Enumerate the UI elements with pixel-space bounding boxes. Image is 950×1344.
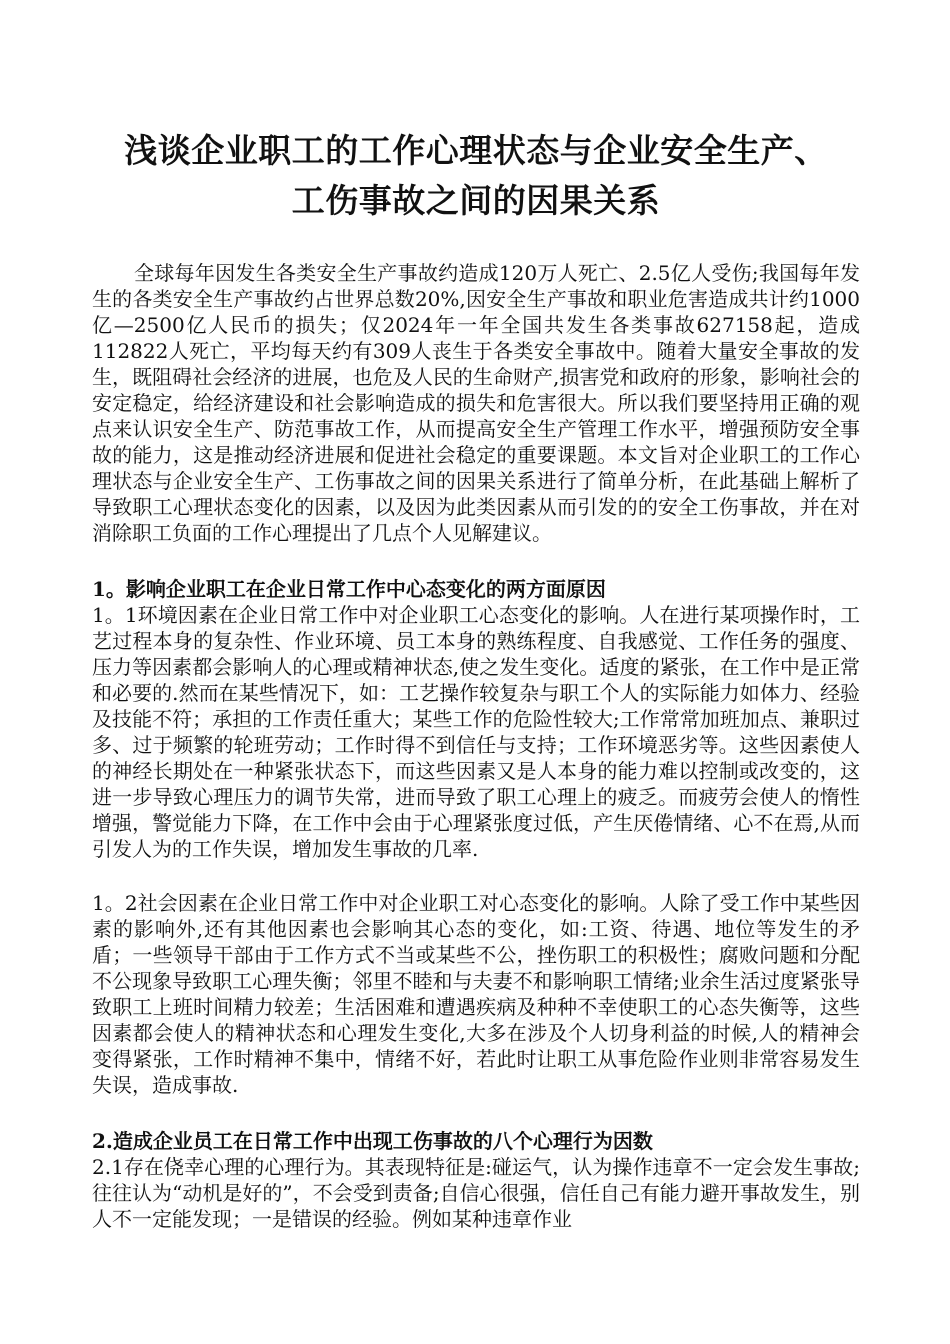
document-title	[92, 126, 860, 226]
title-line-1: 浅谈企业职工的工作心理状态与企业安全生产、	[124, 131, 828, 170]
section-2-heading: 2.造成企业员工在日常工作中出现工伤事故的八个心理行为因数	[92, 1129, 653, 1153]
section-1-2-paragraph: 1。2社会因素在企业日常工作中对企业职工对心态变化的影响。人除了受工作中某些因素的影响外,还有其他因素也会影响其心态的变化，如:工资、待遇、地位等发生的矛盾；一些领导干部由于工作方式不当或某些不公，挫伤职工的积极性；腐败问题和分配不公现象导致职工心理失衡；邻里不睦和与夫妻不和影响职工情绪;业余生活过度紧张导致职工上班时间精力较差；生活困难和遭遇疾病及种种不幸使职工的心态失衡等，这些因素都会使人的精神状态和心理发生变化,大多在涉及个人切身利益的时候,人的精神会变得紧张，工作时精神不集中，情绪不好，若此时让职工从事危险作业则非常容易发生失误，造成事故.	[92, 891, 860, 1097]
title-line-2: 工伤事故之间的因果关系	[291, 181, 661, 220]
intro-paragraph: 全球每年因发生各类安全生产事故约造成120万人死亡、2.5亿人受伤;我国每年发生的各类安全生产事故约占世界总数20%,因安全生产事故和职业危害造成共计约1000亿—2500亿人民币的损失；仅2024年一年全国共发生各类事故627158起，造成112822人死亡，平均每天约有309人丧生于各类安全事故中。随着大量安全事故的发生，既阻碍社会经济的进展，也危及人民的生命财产,损害党和政府的形象，影响社会的安定稳定，给经济建设和社会影响造成的损失和危害很大。所以我们要坚持用正确的观点来认识安全生产、防范事故工作，从而提高安全生产管理工作水平，增强预防安全事故的能力，这是推动经济进展和促进社会稳定的重要课题。本文旨对企业职工的工作心理状态与企业安全生产、工伤事故之间的因果关系进行了简单分析，在此基础上解析了导致职工心理状态变化的因素，以及因为此类因素从而引发的的安全工伤事故，并在对消除职工负面的工作心理提出了几点个人见解建议。	[92, 261, 860, 545]
section-1-1-paragraph: 1。1环境因素在企业日常工作中对企业职工心态变化的影响。人在进行某项操作时，工艺过程本身的复杂性、作业环境、员工本身的熟练程度、自我感觉、工作任务的强度、压力等因素都会影响人的心理或精神状态,使之发生变化。适度的紧张，在工作中是正常和必要的.然而在某些情况下，如：工艺操作较复杂与职工个人的实际能力如体力、经验及技能不符；承担的工作责任重大；某些工作的危险性较大;工作常常加班加点、兼职过多、过于频繁的轮班劳动；工作时得不到信任与支持；工作环境恶劣等。这些因素使人的神经长期处在一种紧张状态下，而这些因素又是人本身的能力难以控制或改变的，这进一步导致心理压力的调节失常，进而导致了职工心理上的疲乏。而疲劳会使人的惰性增强，警觉能力下降，在工作中会由于心理紧张度过低，产生厌倦情绪、心不在焉,从而引发人为的工作失误，增加发生事故的几率.	[92, 603, 860, 861]
document-page	[92, 126, 860, 1232]
section-2-1-paragraph: 2.1存在侥幸心理的心理行为。其表现特征是:碰运气，认为操作违章不一定会发生事故;往往认为“动机是好的”，不会受到责备;自信心很强，信任自己有能力避开事故发生，别人不一定能发现；一是错误的经验。例如某种违章作业	[92, 1155, 860, 1231]
section-1-heading: 1。影响企业职工在企业日常工作中心态变化的两方面原因	[92, 577, 606, 601]
